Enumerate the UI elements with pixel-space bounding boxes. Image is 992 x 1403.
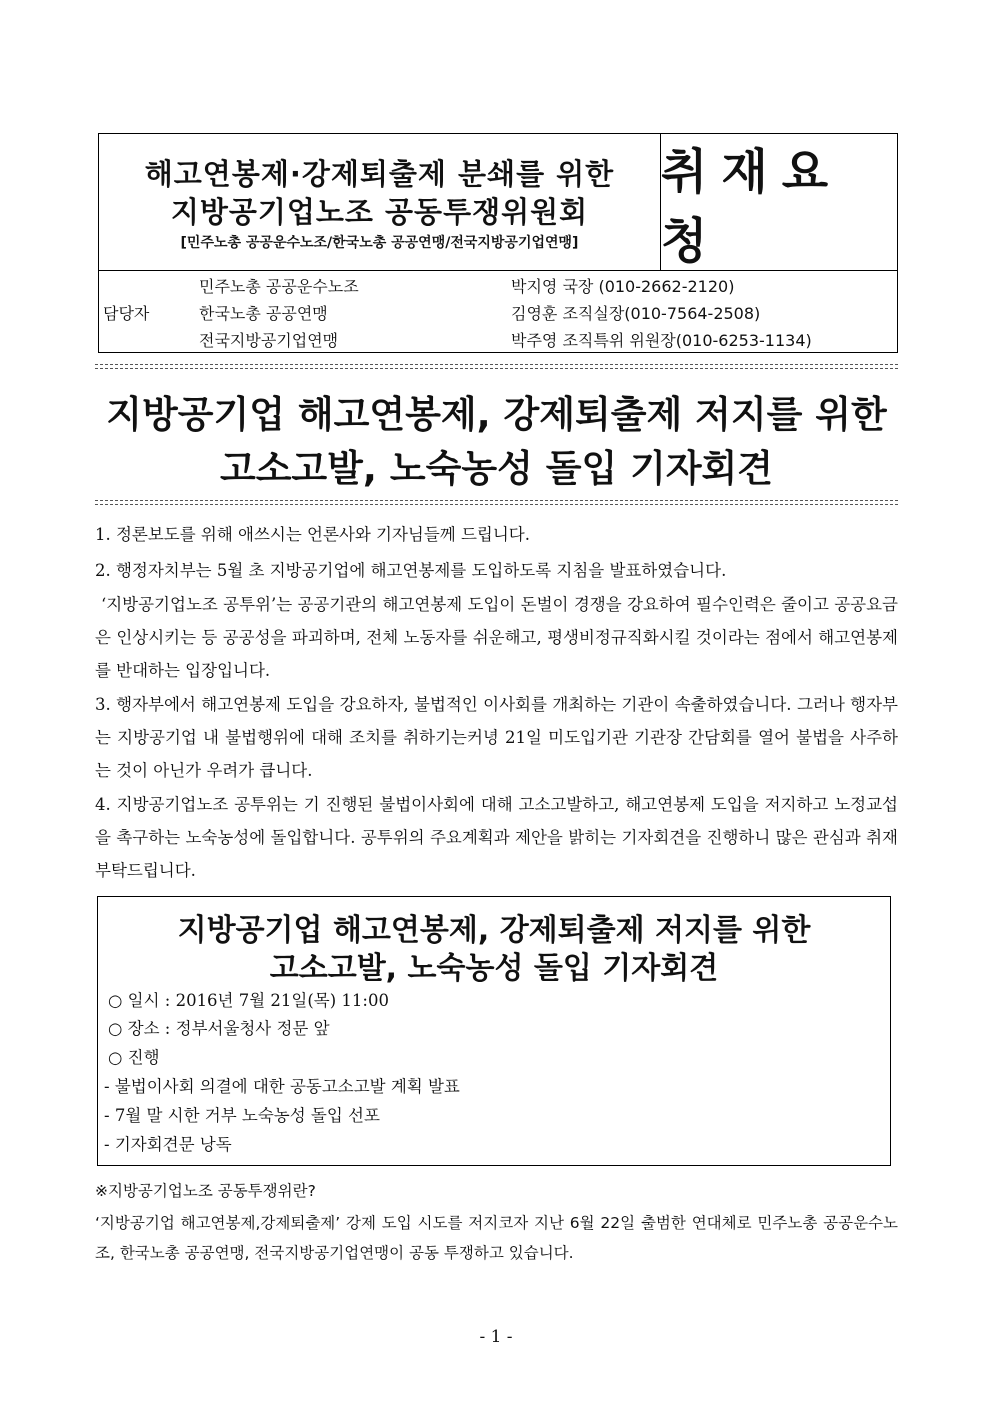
contacts-section [99,271,897,353]
organizer-name-line1: 해고연봉제·강제퇴출제 분쇄를 위한 [144,157,615,191]
event-title-line1: 지방공기업 해고연봉제, 강제퇴출제 저지를 위한 [177,913,811,948]
contact-row [99,274,897,300]
contact-org: 민주노총 공공운수노조 [199,277,359,296]
paragraph-1: 1. 정론보도를 위해 애쓰시는 언론사와 기자님들께 드립니다. [95,525,530,544]
contact-org: 한국노총 공공연맹 [199,304,328,323]
event-item: - 기자회견문 낭독 [104,1135,232,1154]
contact-row [99,301,897,327]
contact-row [99,328,897,354]
main-title-line1: 지방공기업 해고연봉제, 강제퇴출제 저지를 위한 [106,393,887,436]
event-title-line2: 고소고발, 노숙농성 돌입 기자회견 [269,951,719,986]
contact-person: 김영훈 조직실장(010-7564-2508) [511,304,761,323]
event-info-box [97,896,891,1166]
contact-label: 담당자 [103,304,150,323]
organizer-cell [99,134,661,270]
main-title-line2: 고소고발, 노숙농성 돌입 기자회견 [219,447,774,490]
divider-top [95,364,898,369]
page-number: - 1 - [479,1327,513,1347]
paragraph-2b: ‘지방공기업노조 공투위’는 공공기관의 해고연봉제 도입이 돈벌이 경쟁을 강요하여 필수인력은 줄이고 공공요금은 인상시키는 등 공공성을 파괴하며, 전체 노동자를 쉬운해고, 평생비정규직화시킬 것이라는 점에서 해고연봉제를 반대하는 입장입니다. [95,595,898,680]
event-item: - 불법이사회 의결에 대한 공동고소고발 계획 발표 [104,1077,460,1096]
contact-person: 박지영 국장 (010-2662-2120) [511,277,735,296]
note-body: ‘지방공기업 해고연봉제,강제퇴출제’ 강제 도입 시도를 저지코자 지난 6월 22일 출범한 연대체로 민주노총 공공운수노조, 한국노총 공공연맹, 전국지방공기업연맹이 공동 투쟁하고 있습니다. [95,1214,898,1262]
contact-org: 전국지방공기업연맹 [199,331,339,350]
paragraph-2: 2. 행정자치부는 5월 초 지방공기업에 해고연봉제를 도입하도록 지침을 발표하였습니다. [95,561,727,580]
document-type-title: 취재요청 [661,144,843,269]
header-table [98,133,898,353]
header-top-row [99,134,897,271]
divider-bottom [95,500,898,505]
organizer-members: [민주노총 공공운수노조/한국노총 공공연맹/전국지방공기업연맹] [180,235,579,251]
note-heading: ※지방공기업노조 공동투쟁위란? [95,1182,316,1200]
organizer-name-line2: 지방공기업노조 공동투쟁위원회 [170,195,589,229]
event-place: ○ 장소 : 정부서울청사 정문 앞 [108,1019,330,1038]
event-date: ○ 일시 : 2016년 7월 21일(목) 11:00 [108,991,389,1010]
contact-person: 박주영 조직특위 위원장(010-6253-1134) [511,331,812,350]
paragraph-3: 3. 행자부에서 해고연봉제 도입을 강요하자, 불법적인 이사회를 개최하는 기관이 속출하였습니다. 그러나 행자부는 지방공기업 내 불법행위에 대해 조치를 취하기는커녕 21일 미도입기관 기관장 간담회를 열어 불법을 사주하는 것이 아닌가 우려가 큽니다. [95,695,898,780]
paragraph-4: 4. 지방공기업노조 공투위는 기 진행된 불법이사회에 대해 고소고발하고, 해고연봉제 도입을 저지하고 노정교섭을 촉구하는 노숙농성에 돌입합니다. 공투위의 주요계획과 제안을 밝히는 기자회견을 진행하니 많은 관심과 취재 부탁드립니다. [95,795,898,880]
event-progress: ○ 진행 [108,1048,160,1067]
event-item: - 7월 말 시한 거부 노숙농성 돌입 선포 [104,1106,380,1125]
